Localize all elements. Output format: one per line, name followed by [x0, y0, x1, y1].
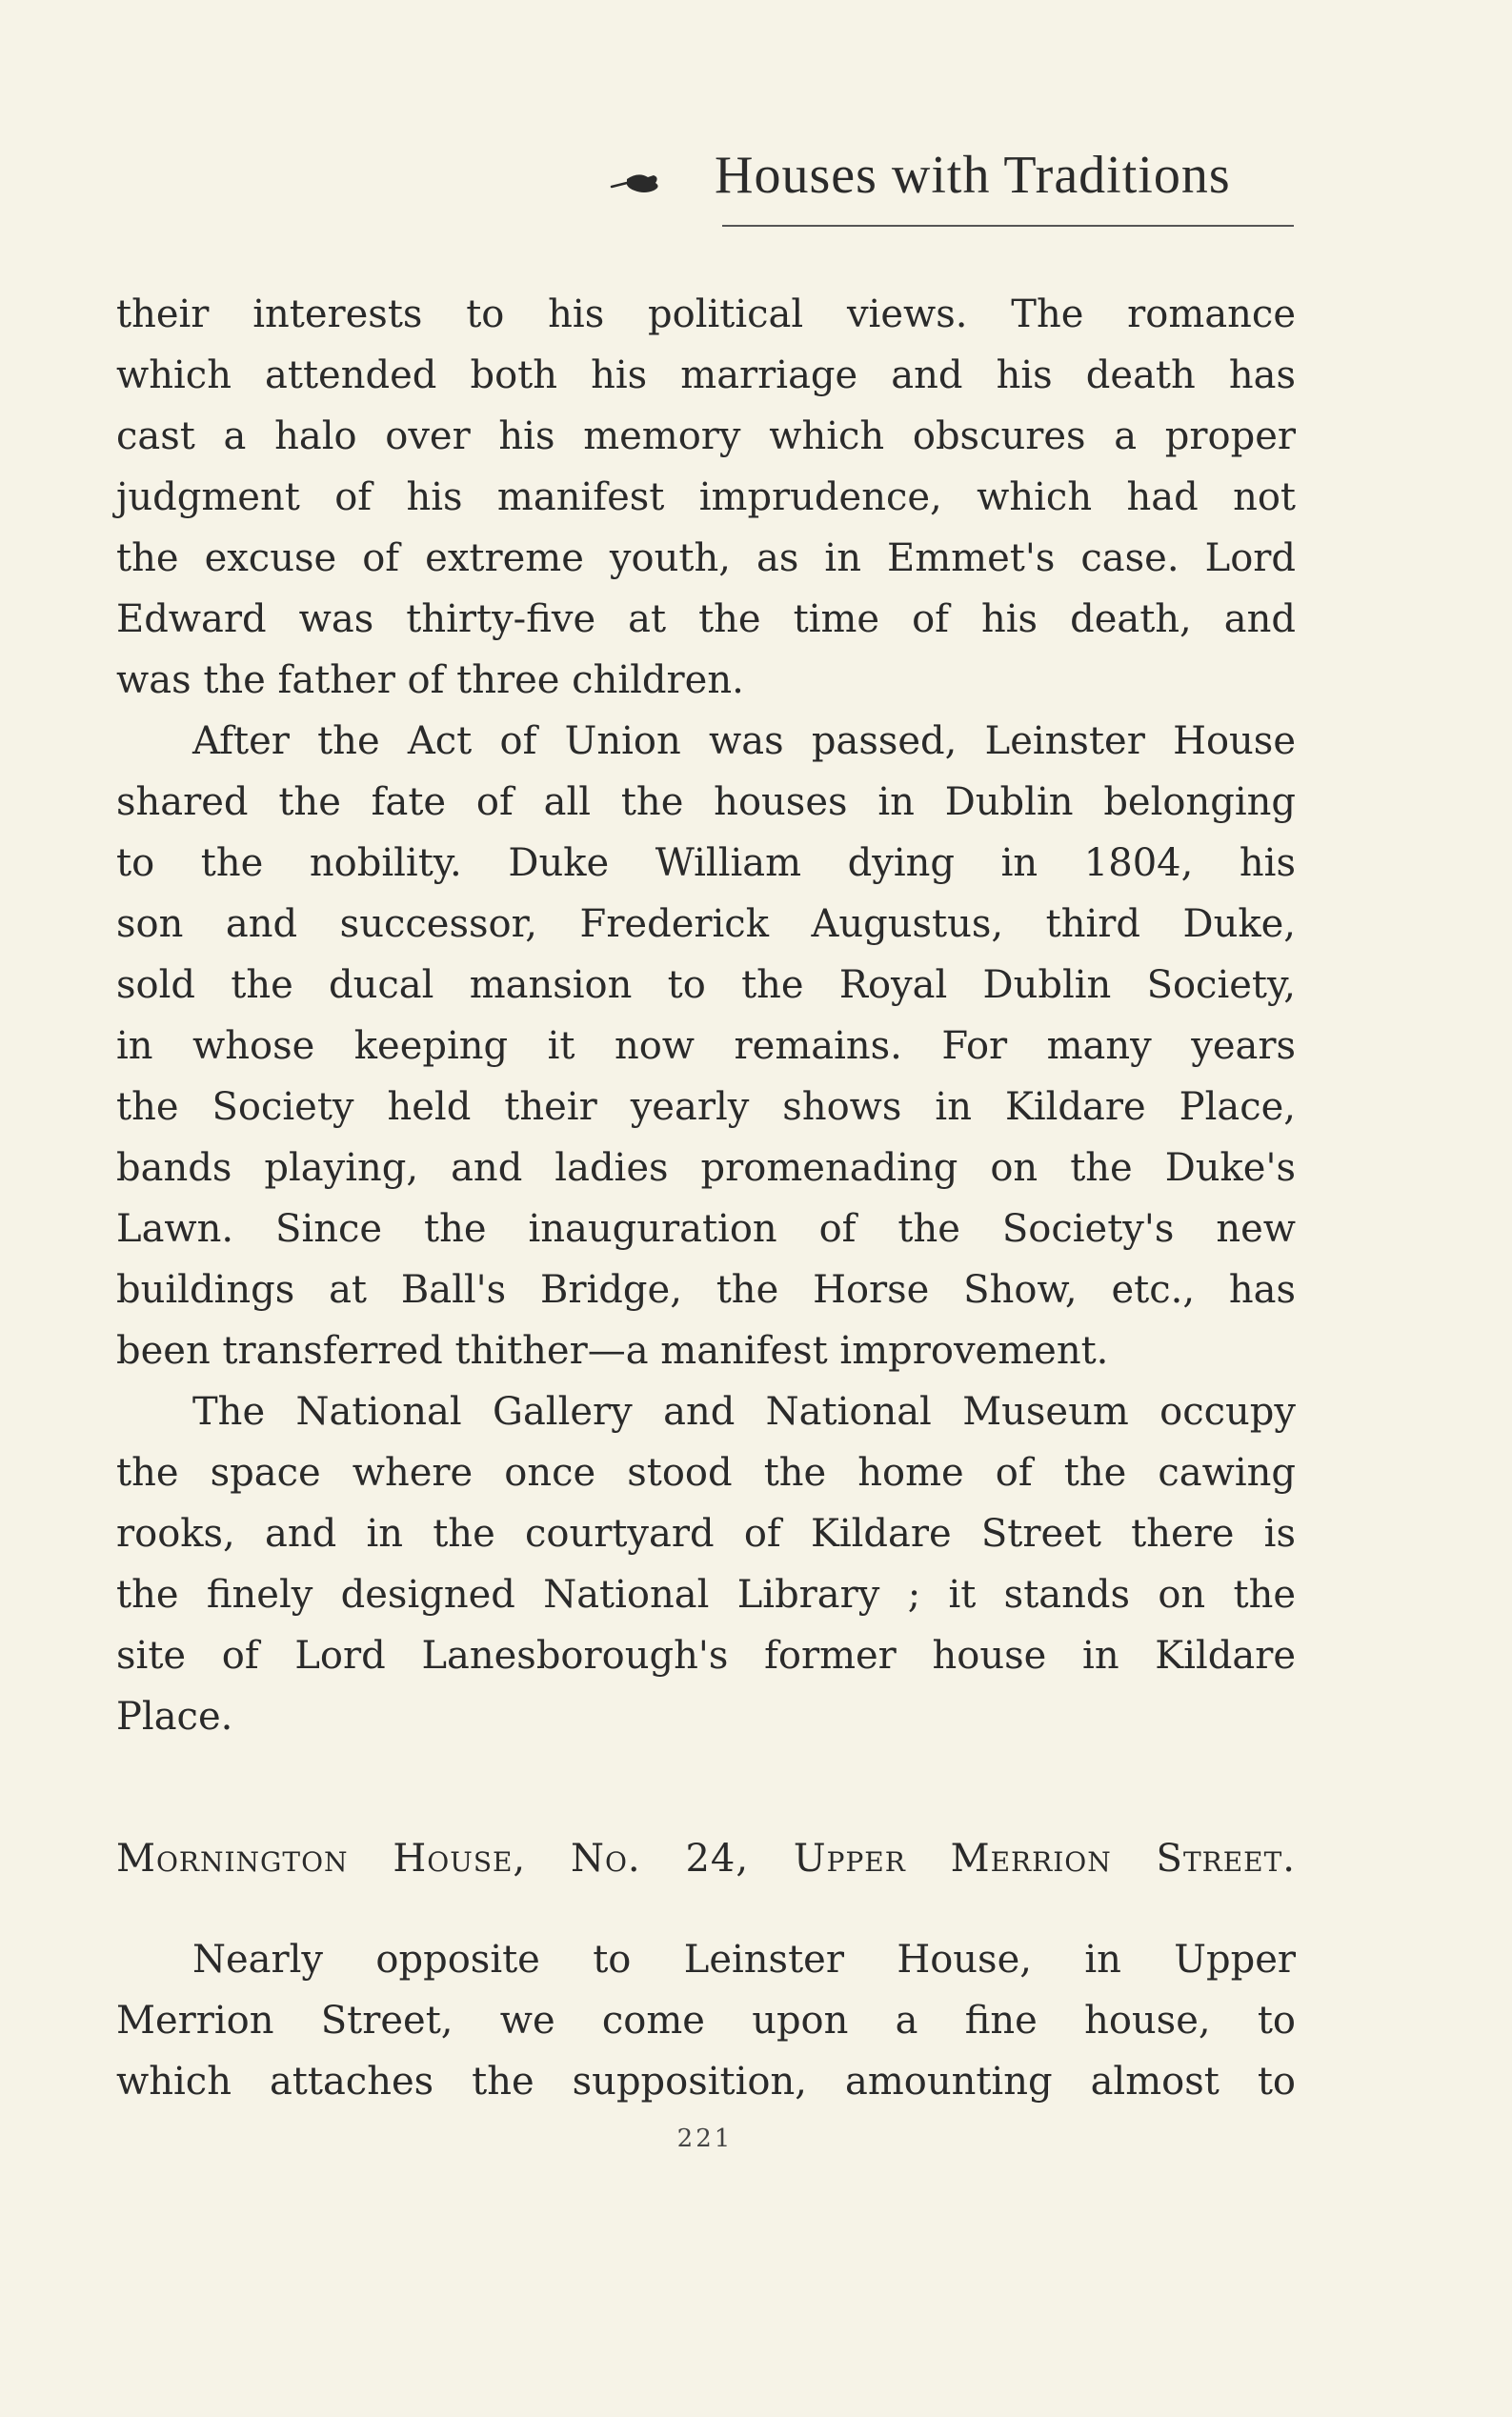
text-line: Merrion Street, we come upon a fine house, to: [116, 1999, 1296, 2043]
text-line: the Society held their yearly shows in Kildare Place,: [116, 1085, 1296, 1129]
running-head-rule: [722, 225, 1294, 227]
text-line: been transferred thither—a manifest improvement.: [116, 1329, 1109, 1373]
text-line: buildings at Ball's Bridge, the Horse Show, etc., has: [116, 1268, 1296, 1312]
text-line: which attended both his marriage and his death has: [116, 353, 1296, 397]
text-line: Edward was thirty-five at the time of his death, and: [116, 597, 1296, 641]
section-heading: Mornington House, No. 24, Upper Merrion Street.: [116, 1837, 1296, 1881]
running-head: [610, 143, 1296, 229]
section-body-text: [116, 1929, 1296, 2112]
text-line: cast a halo over his memory which obscures a proper: [116, 414, 1296, 458]
text-line: bands playing, and ladies promenading on the Duke's: [116, 1146, 1296, 1190]
page-number: 221: [676, 2125, 734, 2153]
text-line: son and successor, Frederick Augustus, third Duke,: [116, 902, 1296, 946]
text-line: shared the fate of all the houses in Dublin belonging: [116, 780, 1296, 824]
text-line: sold the ducal mansion to the Royal Dublin Society,: [116, 963, 1296, 1007]
text-line: which attaches the supposition, amounting almost to: [116, 2060, 1296, 2104]
text-line: their interests to his political views. The romance: [116, 292, 1296, 336]
body-text: [116, 284, 1296, 1747]
text-line: in whose keeping it now remains. For many years: [116, 1024, 1296, 1068]
text-line: the space where once stood the home of the cawing: [116, 1451, 1296, 1495]
text-line: was the father of three children.: [116, 658, 744, 702]
text-line: The National Gallery and National Museum occupy: [192, 1390, 1296, 1434]
text-line: the excuse of extreme youth, as in Emmet's case. Lord: [116, 536, 1296, 580]
text-line: judgment of his manifest imprudence, which had not: [116, 475, 1296, 519]
text-line: Place.: [116, 1695, 233, 1739]
running-head-title: Houses with Traditions: [715, 146, 1231, 205]
text-line: Lawn. Since the inauguration of the Society's new: [116, 1207, 1296, 1251]
text-line: Nearly opposite to Leinster House, in Upper: [192, 1938, 1296, 1982]
text-line: to the nobility. Duke William dying in 1804, his: [116, 841, 1296, 885]
text-line: the finely designed National Library ; it stands on the: [116, 1573, 1296, 1617]
text-line: rooks, and in the courtyard of Kildare Street there is: [116, 1512, 1296, 1556]
text-line: After the Act of Union was passed, Leinster House: [192, 719, 1296, 763]
pointing-hand-icon: [610, 168, 676, 196]
text-line: site of Lord Lanesborough's former house in Kildare: [116, 1634, 1296, 1678]
